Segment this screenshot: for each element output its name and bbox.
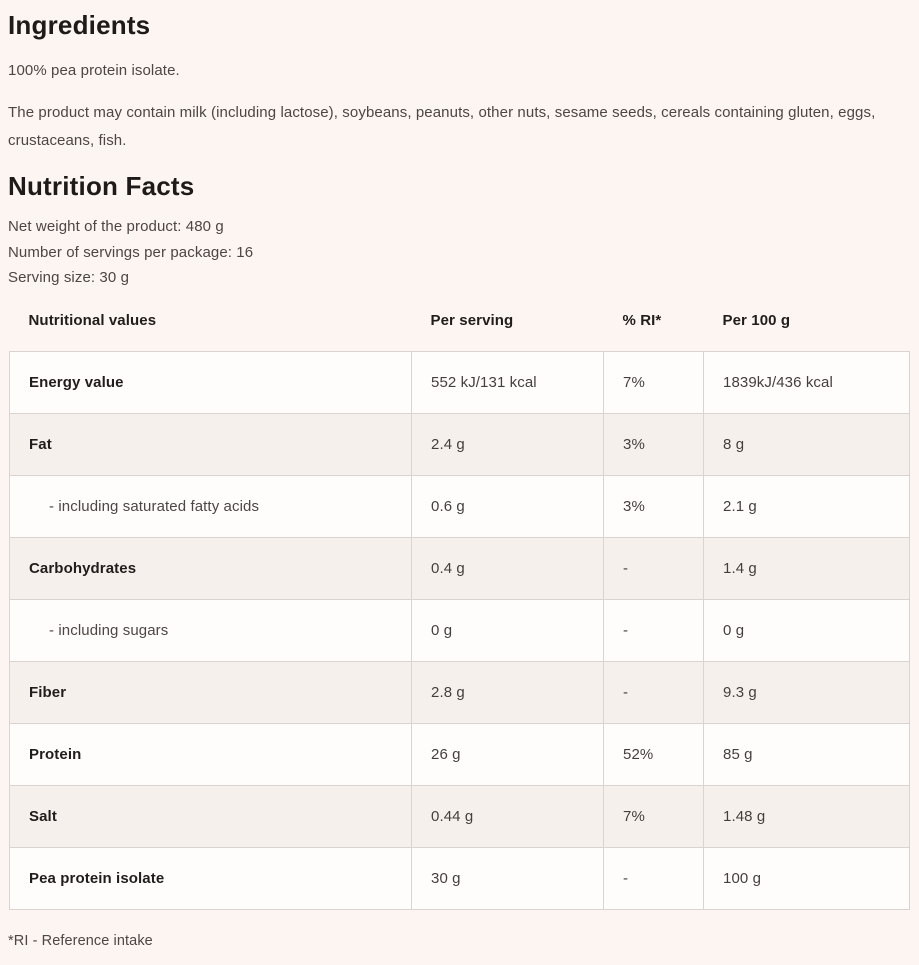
ri-percent-value: 3% [604,476,704,538]
ri-percent-value: - [604,662,704,724]
nutrition-table-row [10,786,910,848]
per-serving-value: 0.6 g [412,476,604,538]
nutrient-name: Fat [10,414,412,476]
header-per-serving: Per serving [430,312,514,330]
nutrient-name: Protein [10,724,412,786]
per-100g-value: 85 g [704,724,910,786]
allergen-notice: The product may contain milk (including lactose), soybeans, peanuts, other nuts, sesame seeds, cereals containing gluten, eggs, crustaceans, fish. [8,104,876,149]
nutrient-name: Carbohydrates [10,538,412,600]
per-100g-value: 1.48 g [704,786,910,848]
ingredients-title: Ingredients [8,10,151,40]
nutrition-table-row [10,476,910,538]
ri-percent-value: 7% [604,786,704,848]
reference-intake-footnote: *RI - Reference intake [8,933,153,949]
per-100g-value: 100 g [704,848,910,910]
per-100g-value: 1839kJ/436 kcal [704,352,910,414]
ri-percent-value: 3% [604,414,704,476]
per-100g-value: 0 g [704,600,910,662]
nutrition-table-row [10,414,910,476]
per-serving-value: 30 g [412,848,604,910]
nutrient-name: Pea protein isolate [10,848,412,910]
servings-per-package-line: Number of servings per package: 16 [8,243,254,261]
ri-percent-value: - [604,848,704,910]
header-nutritional-values: Nutritional values [28,312,157,330]
net-weight-line: Net weight of the product: 480 g [8,218,224,235]
ri-percent-value: 52% [604,724,704,786]
nutrient-name: - including sugars [10,600,412,662]
per-serving-value: 2.8 g [412,662,604,724]
per-serving-value: 26 g [412,724,604,786]
per-serving-value: 552 kJ/131 kcal [412,352,604,414]
ri-percent-value: - [604,600,704,662]
per-100g-value: 2.1 g [704,476,910,538]
nutrition-table-body [10,352,910,910]
per-100g-value: 8 g [704,414,910,476]
nutrient-name: Salt [10,786,412,848]
ingredients-composition: 100% pea protein isolate. [8,62,180,79]
header-per-100g: Per 100 g [722,312,791,330]
nutrition-facts-title: Nutrition Facts [8,171,195,201]
nutrition-table-row [10,662,910,724]
per-serving-value: 0 g [412,600,604,662]
per-serving-value: 2.4 g [412,414,604,476]
nutrition-table-row [10,724,910,786]
nutrient-name: Energy value [10,352,412,414]
per-serving-value: 0.44 g [412,786,604,848]
nutrition-table-header-row [10,291,910,352]
nutrition-table-row [10,538,910,600]
nutrition-table [9,291,910,911]
per-100g-value: 9.3 g [704,662,910,724]
ingredients-section [0,0,919,155]
nutrient-name: - including saturated fatty acids [10,476,412,538]
nutrition-table-row [10,352,910,414]
nutrition-table-row [10,600,910,662]
header-percent-ri: % RI* [622,312,662,330]
nutrient-name: Fiber [10,662,412,724]
ri-percent-value: - [604,538,704,600]
nutrition-table-row [10,848,910,910]
nutrition-facts-section [0,171,919,950]
serving-size-line: Serving size: 30 g [8,269,130,286]
ri-percent-value: 7% [604,352,704,414]
per-serving-value: 0.4 g [412,538,604,600]
per-100g-value: 1.4 g [704,538,910,600]
